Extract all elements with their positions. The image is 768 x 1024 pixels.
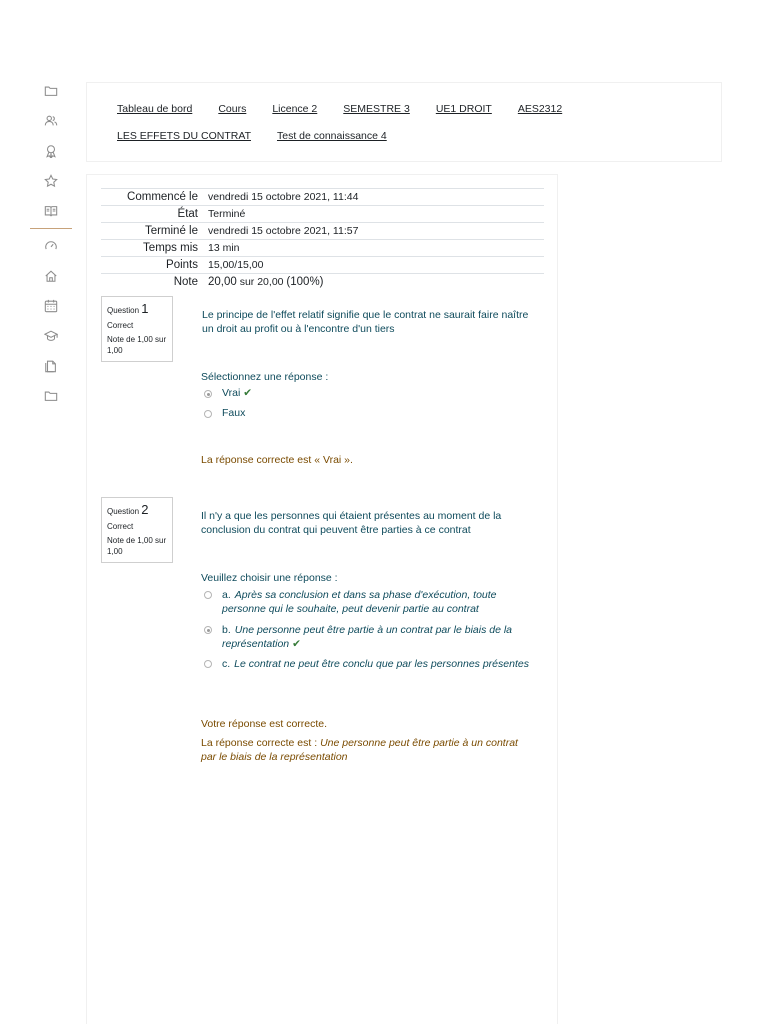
summary-row-time [101, 240, 544, 257]
question-grade: Note de 1,00 sur 1,00 [107, 536, 167, 556]
question-text: Il n'y a que les personnes qui étaient présentes au moment de la conclusion du contrat qui peuvent être parties à ce contrat [201, 510, 502, 536]
left-icon-rail [30, 76, 72, 411]
rail-separator [30, 228, 72, 229]
summary-value: vendredi 15 octobre 2021, 11:44 [203, 189, 544, 206]
grade-percent: (100%) [286, 276, 324, 288]
breadcrumb-link-courses[interactable]: Cours [218, 103, 247, 115]
question-text: Le principe de l'effet relatif signifie que le contrat ne saurait faire naître un droit au profit ou à l'encontre d'un tiers [202, 309, 529, 335]
summary-row-started [101, 189, 544, 206]
gauge-icon[interactable] [30, 231, 72, 261]
option-text: Le contrat ne peut être conclu que par les personnes présentes [234, 658, 529, 670]
question-grade: Note de 1,00 sur 1,00 [107, 335, 167, 355]
folder-icon[interactable] [30, 76, 72, 106]
question-label: Question [107, 507, 140, 516]
summary-value: 13 min [203, 240, 544, 257]
answer-option-b[interactable] [204, 623, 534, 651]
option-letter: b. [222, 624, 231, 636]
option-letter: c. [222, 658, 231, 670]
general-feedback: Votre réponse est correcte. [201, 718, 328, 730]
question-label: Question [107, 306, 140, 315]
breadcrumb-link-course-code[interactable]: AES2312 [517, 103, 563, 115]
star-icon[interactable] [30, 166, 72, 196]
summary-label: Commencé le [101, 189, 203, 206]
question-state: Correct [107, 320, 134, 330]
right-answer-feedback [201, 736, 521, 764]
option-text: Après sa conclusion et dans sa phase d'exécution, toute personne qui le souhaite, peut devenir partie au contrat [222, 589, 497, 615]
answer-prompt: Sélectionnez une réponse : [201, 371, 329, 383]
breadcrumb-link-section[interactable]: LES EFFETS DU CONTRAT [117, 130, 251, 142]
summary-label: Terminé le [101, 223, 203, 240]
summary-value: Terminé [203, 206, 544, 223]
user-group-icon[interactable] [30, 106, 72, 136]
quiz-review-panel [86, 174, 558, 1024]
answer-prompt: Veuillez choisir une réponse : [201, 572, 338, 584]
summary-label: Temps mis [101, 240, 203, 257]
answer-option-a[interactable] [204, 588, 534, 616]
breadcrumb-link-semester[interactable]: SEMESTRE 3 [343, 103, 410, 115]
grade-max: 20,00 [257, 276, 284, 288]
radio-selected[interactable] [204, 626, 212, 634]
home-icon[interactable] [30, 261, 72, 291]
book-icon[interactable] [30, 196, 72, 226]
radio-unselected[interactable] [204, 591, 212, 599]
check-icon: ✔ [292, 638, 301, 650]
grade-separator: sur [239, 276, 255, 288]
summary-value: vendredi 15 octobre 2021, 11:57 [203, 223, 544, 240]
summary-label: Points [101, 257, 203, 274]
documents-icon[interactable] [30, 351, 72, 381]
question-number: 2 [141, 502, 149, 517]
answer-option-c[interactable] [204, 657, 534, 671]
check-icon: ✔ [243, 387, 253, 399]
right-answer-text: Une personne peut être partie à un contrat par le biais de la représentation [201, 737, 518, 763]
attempt-summary-table [101, 188, 544, 290]
radio-selected[interactable] [204, 390, 212, 398]
radio-unselected[interactable] [204, 410, 212, 418]
calendar-icon[interactable] [30, 291, 72, 321]
option-text: Une personne peut être partie à un contrat par le biais de la représentation [222, 624, 513, 650]
breadcrumb-link-unit[interactable]: UE1 DROIT [435, 103, 492, 115]
summary-row-grade [101, 274, 544, 291]
grade-value: 20,00 [208, 276, 237, 288]
award-icon[interactable] [30, 136, 72, 166]
folder-icon[interactable] [30, 381, 72, 411]
option-text: Vrai [222, 387, 241, 399]
question-state: Correct [107, 521, 134, 531]
question-feedback: La réponse correcte est « Vrai ». [201, 454, 353, 466]
option-text: Faux [222, 407, 246, 419]
breadcrumb-link-licence[interactable]: Licence 2 [272, 103, 318, 115]
question-number: 1 [141, 301, 149, 316]
summary-row-points [101, 257, 544, 274]
summary-label: Note [101, 274, 203, 291]
option-letter: a. [222, 589, 231, 601]
summary-row-state [101, 206, 544, 223]
question-info-box [101, 296, 173, 362]
breadcrumb [86, 82, 722, 162]
answer-option-true[interactable] [204, 387, 252, 399]
summary-value: 15,00/15,00 [203, 257, 544, 274]
summary-value [203, 274, 544, 291]
question-info-box [101, 497, 173, 563]
answer-option-false[interactable] [204, 407, 245, 419]
summary-label: État [101, 206, 203, 223]
breadcrumb-link-dashboard[interactable]: Tableau de bord [117, 103, 193, 115]
graduation-cap-icon[interactable] [30, 321, 72, 351]
breadcrumb-link-quiz[interactable]: Test de connaissance 4 [276, 130, 387, 142]
radio-unselected[interactable] [204, 660, 212, 668]
summary-row-finished [101, 223, 544, 240]
right-answer-label: La réponse correcte est : [201, 737, 318, 749]
